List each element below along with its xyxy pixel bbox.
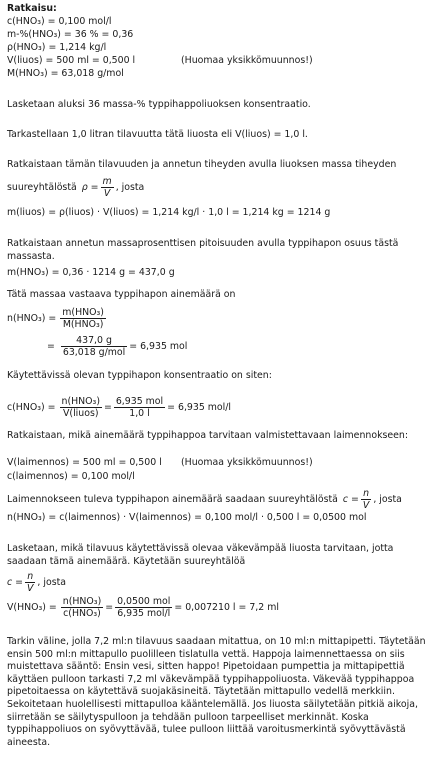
paragraph-volume-assumption: Tarkastellaan 1,0 litran tilavuutta tätä liuosta eli V(liuos) = 1,0 l. [7, 129, 308, 140]
paragraph-mass-percent-line1: Ratkaistaan annetun massaprosenttisen pitoisuuden avulla typpihapon osuus tästä [7, 238, 399, 249]
volume-equals: = [105, 602, 114, 613]
amount-result: = 6,935 mol [129, 341, 188, 352]
concentration-value-fraction [114, 396, 165, 419]
dilution-volume: V(laimennos) = 500 ml = 0,500 l [7, 457, 162, 468]
dilution-formula-numerator: n [361, 488, 371, 500]
volume-value-numerator: 0,0500 mol [117, 596, 171, 607]
volume-value-denominator: 6,935 mol/l [117, 608, 171, 619]
dilution-volume-note: (Huomaa yksikkömuunnos!) [181, 457, 313, 468]
concentration-equals: = [103, 402, 112, 413]
density-numerator: m [102, 176, 112, 187]
concentration-value-denominator: 1,0 l [129, 408, 150, 419]
concentration-numerator: n(HNO₃) [61, 396, 100, 407]
concentration-result: = 6,935 mol/l [167, 402, 232, 413]
concentration-denominator: V(liuos) [63, 408, 99, 419]
paragraph-amount-intro: Tätä massaa vastaava typpihapon ainemäärä on [7, 289, 236, 300]
solution-heading: Ratkaisu: [7, 3, 57, 14]
paragraph-mass-percent-line2: massasta. [7, 251, 55, 262]
volume-formula-denominator: V [27, 583, 34, 594]
volume-formula-suffix: , josta [37, 577, 67, 588]
volume-lhs: V(HNO₃) = [7, 602, 57, 613]
dilution-formula-denominator: V [362, 500, 370, 511]
amount-equals: = [47, 341, 55, 352]
given-concentration: c(HNO₃) = 0,100 mol/l [7, 16, 112, 27]
volume-formula-numerator: n [25, 571, 35, 583]
given-volume-note: (Huomaa yksikkömuunnos!) [181, 55, 313, 66]
density-denominator: V [103, 188, 111, 199]
paragraph-concentration-result-intro: Käytettävissä olevan typpihapon konsentraatio on siten: [7, 370, 272, 381]
concentration-value-numerator: 6,935 mol [115, 396, 164, 407]
dilution-formula-fraction [361, 488, 371, 511]
dilution-formula-symbol: c = [342, 494, 359, 505]
paragraph-concentration-intro: Lasketaan aluksi 36 massa-% typpihappoliuoksen konsentraatio. [7, 99, 311, 110]
volume-fraction [61, 596, 103, 619]
volume-formula-line [7, 571, 66, 594]
volume-value-fraction [115, 596, 172, 619]
given-volume: V(liuos) = 500 ml = 0,500 l [7, 55, 136, 66]
amount-lhs: n(HNO₃) = [7, 313, 57, 324]
volume-formula-symbol: c = [7, 577, 23, 588]
density-formula-line [7, 176, 144, 199]
dilution-formula-suffix: , josta [373, 494, 402, 505]
equation-amount-definition [7, 307, 108, 330]
equation-volume [7, 596, 279, 619]
dilution-formula-line [7, 488, 402, 511]
equation-acid-mass: m(HNO₃) = 0,36 · 1214 g = 437,0 g [7, 267, 175, 278]
dilution-concentration: c(laimennos) = 0,100 mol/l [7, 471, 135, 482]
density-symbol: ρ = [81, 182, 99, 193]
volume-formula-fraction [25, 571, 35, 594]
equation-dilution-amount: n(HNO₃) = c(laimennos) · V(laimennos) = 0,100 mol/l · 0,500 l = 0,0500 mol [7, 512, 367, 523]
equation-concentration [7, 396, 231, 419]
dilution-formula-prefix: Laimennokseen tuleva typpihapon ainemäärä saadaan suureyhtälöstä [7, 494, 338, 505]
final-instructions-paragraph: Tarkin väline, jolla 7,2 ml:n tilavuus saadaan mitattua, on 10 ml:n mittapipetti. Täytetään ensin 500 ml:n mittapullo puolilleen tislatulla vettä. Happoja laimennettaessa on siis muistettava sääntö: Ensin vesi, sitten happo! Pipetoidaan pumpettia ja mittapipettiä käyttäen pulloon tarkasti 7,2 ml väkevämpää typpihappoliuosta. Väkevää typpihappoa pipetoitaessa on käytettävä suojakäsineitä. Täytetään mittapullo vedellä merkkiin. Sekoitetaan huolellisesti mittapulloa kääntelemällä. Jos liuosta säilytetään pitkiä aikoja, siirretään se säilytyspulloon ja tehdään pulloon tarpeelliset merkinnät. Koska typpihappoliuos on syövyttävää, tulee pulloon liittää varoitusmerkintä syövyttävästä aineesta. [7, 636, 426, 748]
paragraph-dilution-intro: Ratkaistaan, mikä ainemäärä typpihappoa tarvitaan valmistettavaan laimennokseen: [7, 430, 409, 441]
volume-numerator: n(HNO₃) [62, 596, 102, 607]
amount-value-denominator: 63,018 g/mol [62, 347, 126, 358]
density-fraction [101, 176, 114, 199]
paragraph-density-line1: Ratkaistaan tämän tilavuuden ja annetun tiheyden avulla liuoksen massa tiheyden [7, 159, 397, 170]
equation-amount-value [47, 335, 187, 358]
density-formula-prefix: suureyhtälöstä [7, 182, 77, 193]
concentration-fraction [60, 396, 102, 419]
amount-value-numerator: 437,0 g [61, 335, 127, 347]
given-density: ρ(HNO₃) = 1,214 kg/l [7, 42, 107, 53]
amount-numerator: m(HNO₃) [62, 307, 104, 318]
amount-fraction [60, 307, 106, 330]
equation-solution-mass: m(liuos) = ρ(liuos) · V(liuos) = 1,214 kg/l · 1,0 l = 1,214 kg = 1214 g [7, 207, 331, 218]
concentration-lhs: c(HNO₃) = [7, 402, 56, 413]
paragraph-volume-line2: saadaan tämä ainemäärä. Käytetään suureyhtälöä [7, 556, 246, 567]
given-mass-percent: m-%(HNO₃) = 36 % = 0,36 [7, 29, 134, 40]
given-molar-mass: M(HNO₃) = 63,018 g/mol [7, 68, 124, 79]
amount-denominator: M(HNO₃) [62, 319, 104, 330]
paragraph-volume-line1: Lasketaan, mikä tilavuus käytettävissä olevaa väkevämpää liuosta tarvitaan, jotta [7, 543, 394, 554]
amount-value-fraction [61, 335, 127, 358]
density-formula-suffix: , josta [115, 182, 145, 193]
volume-denominator: c(HNO₃) [63, 608, 101, 619]
volume-result: = 0,007210 l = 7,2 ml [174, 602, 279, 613]
